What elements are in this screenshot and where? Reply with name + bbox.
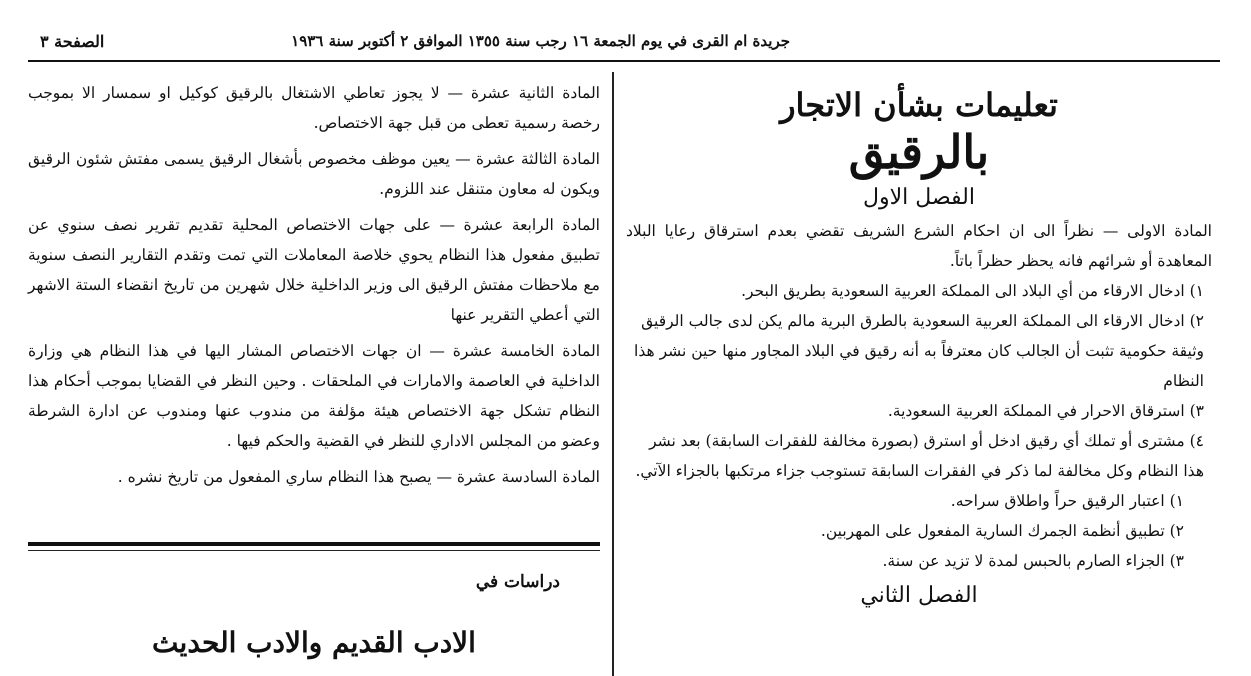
article-15: المادة الخامسة عشرة — ان جهات الاختصاص المشار اليها في هذا النظام هي وزارة الداخلية في العاصمة والامارات في الملحقات . وحين النظر في القضايا بموجب أحكام هذا النظام تشكل جهة الاختصاص هيئة مؤلفة من مندوب عنها ومندوب عن ادارة الشرطة وعضو من المجلس الاداري للنظر في القضية والحكم فيها . bbox=[28, 342, 600, 450]
list-subitem: ٢) تطبيق أنظمة الجمرك السارية المفعول على المهربين. bbox=[820, 521, 1184, 540]
column-title: الادب القديم والادب الحديث bbox=[152, 626, 476, 659]
column-separator bbox=[612, 72, 614, 676]
column-kicker: دراسات في bbox=[475, 572, 560, 592]
article-14: المادة الرابعة عشرة — على جهات الاختصاص المحلية تقديم تقرير نصف سنوي عن تطبيق مفعول هذا النظام يحوي خلاصة المعاملات التي تمت وتقدم التقارير النصف سنوية مع ملاحظات مفتش الرقيق الى وزير الداخلية خلال شهرين من تاريخ انقضاء الستة الاشهر التي أعطي التقرير عنها bbox=[28, 216, 600, 324]
list-item: ١) ادخال الارقاء من أي البلاد الى المملكة العربية السعودية بطريق البحر. bbox=[741, 281, 1204, 300]
list-subitem: ١) اعتبار الرقيق حراً واطلاق سراحه. bbox=[950, 491, 1184, 510]
list-item: ٣) استرقاق الاحرار في المملكة العربية السعودية. bbox=[887, 401, 1204, 420]
list-subitem: ٣) الجزاء الصارم بالحبس لمدة لا تزيد عن سنة. bbox=[882, 551, 1184, 570]
article-16: المادة السادسة عشرة — يصبح هذا النظام ساري المفعول من تاريخ نشره . bbox=[117, 468, 600, 486]
article-12: المادة الثانية عشرة — لا يجوز تعاطي الاشتغال بالرقيق كوكيل او سمسار الا بموجب رخصة رسمية تعطى من قبل جهة الاختصاص. bbox=[28, 84, 600, 132]
list-item: ٢) ادخال الارقاء الى المملكة العربية السعودية بالطرق البرية مالم يكن لدى جالب الرقيق وثيقة حكومية تثبت أن الجالب كان معترفاً به أنه رقيق في البلاد المجاور منها حين نشر هذا النظام bbox=[634, 311, 1204, 390]
header-title: جريدة ام القرى في يوم الجمعة ١٦ رجب سنة ١٣٥٥ الموافق ٢ أكتوبر سنة ١٩٣٦ bbox=[291, 32, 790, 50]
headline-main: تعليمات بشأن الاتجار bbox=[780, 86, 1058, 124]
article-1: المادة الاولى — نظراً الى ان احكام الشرع الشريف تقضي بعدم استرقاق رعايا البلاد المعاهدة أو شرائهم فانه يحظر حظراً باتاً. bbox=[626, 221, 1212, 270]
header-rule bbox=[28, 60, 1220, 62]
section-rule-thin bbox=[28, 550, 600, 551]
section-rule-thick bbox=[28, 542, 600, 546]
article-13: المادة الثالثة عشرة — يعين موظف مخصوص بأشغال الرقيق يسمى مفتش شئون الرقيق ويكون له معاون متنقل عند اللزوم. bbox=[28, 150, 600, 198]
headline-sub: بالرقيق bbox=[848, 125, 990, 180]
list-item: ٤) مشترى أو تملك أي رقيق ادخل أو استرق (بصورة مخالفة للفقرات السابقة) بعد نشر هذا النظام وكل مخالفة لما ذكر في الفقرات السابقة تستوجب جزاء مرتكبها بالجزاء الآتي. bbox=[635, 431, 1204, 480]
section-heading-second: الفصل الثاني bbox=[860, 582, 978, 608]
page-number: الصفحة ٣ bbox=[40, 32, 105, 51]
section-heading-first: الفصل الاول bbox=[863, 184, 975, 210]
page-header bbox=[30, 30, 1230, 58]
article-column-left bbox=[28, 78, 600, 676]
article-column-right bbox=[626, 78, 1212, 676]
